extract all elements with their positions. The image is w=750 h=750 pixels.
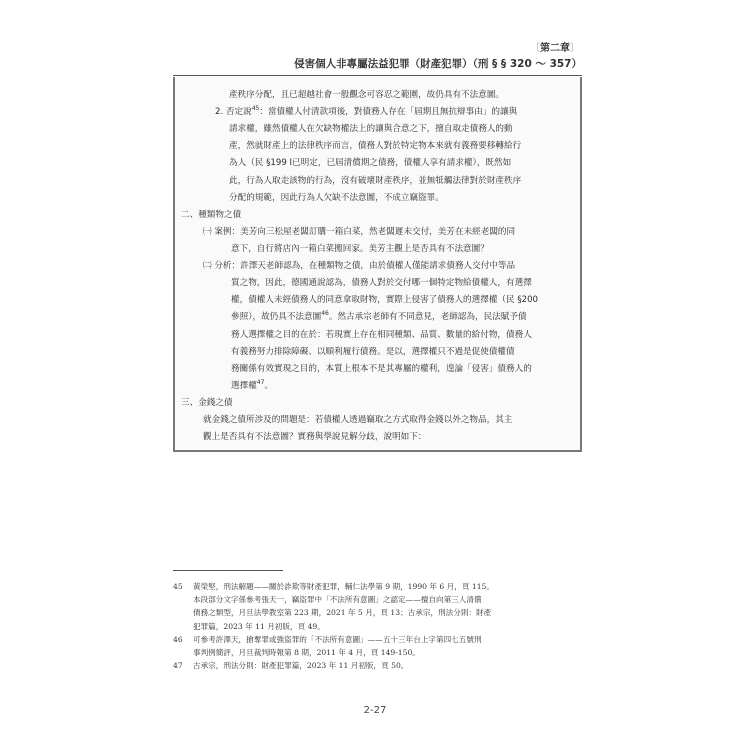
footnote-47	[173, 659, 593, 672]
footnote-ref-47: 47	[256, 379, 265, 387]
footnote-ref-46: 46	[321, 310, 329, 318]
paragraph-line: 此，行為人取走該物的行為，沒有破壞財產秩序，並無牴觸法律對於財產秩序	[229, 175, 522, 186]
paragraph-text: 參照），故仍具不法意圖	[231, 312, 322, 323]
paragraph-line: ㈠ 案例：美芳向三松屋老闆訂購一箱白菜，然老闆遲未交付，美芳在未經老闆的同	[203, 227, 516, 237]
paragraph-line: 產，然就財產上的法律秩序而言，債務人對於特定物本來就有義務要移轉給行	[229, 141, 522, 152]
section-heading-2	[181, 207, 241, 224]
footnote-body	[193, 580, 593, 633]
footnote-line: 黃榮堅，刑法解題——關於詐欺等財產犯罪，輔仁法學第 9 期，1990 年 6 月，頁 115。	[193, 582, 494, 591]
body-line	[229, 87, 504, 104]
running-header-title: 侵害個人非專屬法益犯罪（財產犯罪）（刑 § § 320 ～ 357）	[294, 58, 582, 70]
header-rule	[173, 75, 582, 76]
bracket-left: 〔	[530, 43, 540, 54]
paragraph-line	[231, 309, 538, 326]
paragraph-text: ：當債權人付清款項後，對債務人存在「屆期且無抗辯事由」的讓與	[259, 107, 518, 117]
footnote-line: 可參考許澤天，搶奪罪或強盜罪的「不法所有意圖」——五十三年台上字第四七五號刑	[193, 634, 482, 644]
paragraph-line: 有義務努力排除障礙、以順利履行債務。是以，選擇權只不過是促使債權債	[231, 346, 515, 357]
footnotes	[173, 580, 593, 672]
body-block-point-2	[215, 104, 517, 121]
body-block-point-2-cont	[229, 121, 521, 207]
footnote-line: 古承宗，刑法分則：財產犯罪篇，2023 年 11 月初版，頁 50。	[193, 661, 409, 671]
section-heading: 二、種類物之債	[181, 210, 242, 220]
paragraph-line: 就金錢之債所涉及的問題是：若債權人透過竊取之方式取得金錢以外之物品，其主	[203, 415, 513, 425]
case-block-cont	[231, 241, 489, 258]
footnote-number: 45	[173, 582, 183, 591]
case-block	[203, 224, 515, 241]
footnote-line: 債務之類型，月旦法學教室第 223 期，2021 年 5 月，頁 13；古承宗，刑法分則：財產	[193, 608, 492, 618]
analysis-block	[203, 258, 515, 275]
footnote-ref-45: 45	[251, 105, 260, 113]
paragraph-line: 務人選擇權之目的在於：若現實上存在相同種類、品質、數量的給付物，債務人	[231, 329, 532, 340]
chapter-tag	[526, 38, 584, 55]
money-debt-block	[203, 412, 512, 446]
paragraph-line: 務關係有效實現之目的，本質上根本不是其專屬的權利，遑論「侵害」債務人的	[231, 363, 532, 374]
paragraph-line: ㈡ 分析：許澤天老師認為，在種類物之債，由於債權人僅能請求債務人交付中等品	[203, 261, 516, 271]
footnote-line: 本段部分文字係參考張天一，竊盜罪中「不法所有意圖」之認定——擅自向第三人清償	[193, 595, 482, 605]
footnote-number: 46	[173, 634, 183, 644]
footnote-body	[193, 633, 593, 659]
paragraph-line	[231, 378, 538, 395]
paragraph-line: 請求權，雖然債權人在欠缺物權法上的讓與合意之下，擅自取走債務人的動	[229, 124, 513, 134]
footnote-line: 犯罪篇，2023 年 11 月初版，頁 49。	[193, 621, 325, 631]
paragraph-text: 。	[264, 381, 274, 392]
footnote-rule	[173, 570, 283, 571]
paragraph-line: 觀上是否具有不法意圖？實務與學說見解分歧，說明如下：	[203, 432, 427, 443]
paragraph-line: 為人（民 §199 Ⅰ已明定，已屆清償期之債務，債權人享有請求權），既然如	[229, 158, 512, 169]
footnote-number: 47	[173, 661, 183, 671]
page-number: 2-27	[363, 705, 387, 716]
paragraph-line: 意下，自行將店內一箱白菜搬回家。美芳主觀上是否具有不法意圖？	[231, 244, 489, 254]
analysis-block-cont	[231, 275, 538, 395]
paragraph-text: 。然古承宗老師有不同意見，老師認為，民法賦予債	[328, 312, 527, 323]
footnote-body	[193, 659, 593, 672]
paragraph-line: 權，債權人未經債務人的同意拿取財物，實際上侵害了債務人的選擇權（民 §200	[231, 295, 539, 306]
footnote-line: 事判例簡評，月旦裁判時報第 8 期，2011 年 4 月，頁 149-150。	[193, 648, 420, 658]
chapter-label: 第二章	[540, 43, 570, 54]
paragraph-line: 產秩序分配，且已超越社會一般觀念可容忍之範圍，故仍具有不法意圖。	[229, 90, 505, 100]
point-label: 2. 否定說	[215, 107, 252, 117]
section-heading-3	[181, 395, 233, 412]
footnote-46	[173, 633, 593, 659]
section-heading: 三、金錢之債	[181, 398, 233, 408]
paragraph-text: 選擇權	[231, 381, 257, 392]
bracket-right: 〕	[570, 43, 580, 54]
footnote-45	[173, 580, 593, 633]
paragraph-line	[215, 104, 517, 121]
paragraph-line: 質之物，因此，德國通說認為，債務人對於交付哪一個特定物給債權人，有選擇	[231, 278, 532, 288]
paragraph-line: 分配的規範，因此行為人欠缺不法意圖，不成立竊盜罪。	[229, 192, 444, 203]
